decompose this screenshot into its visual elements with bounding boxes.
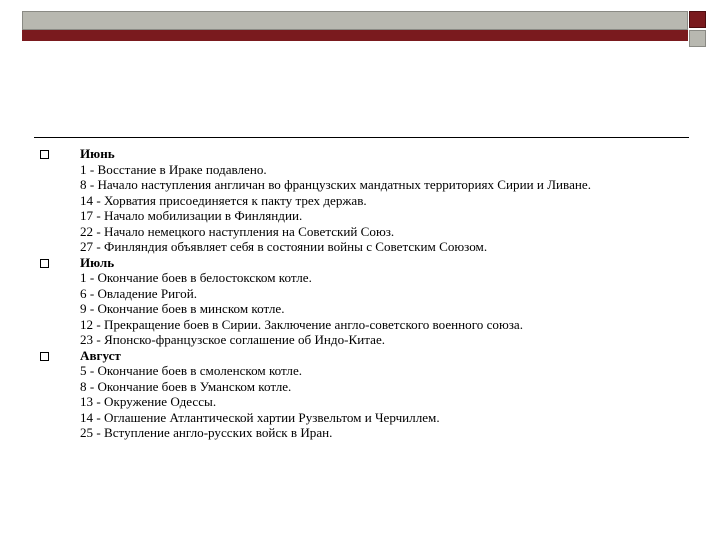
event-line: 8 - Начало наступления англичан во французских мандатных территориях Сирии и Ливане. — [80, 177, 591, 192]
event-line: 14 - Хорватия присоединяется к пакту трех держав. — [80, 192, 367, 208]
corner-square-gray — [689, 30, 706, 47]
title-divider — [34, 137, 689, 138]
section-july — [34, 255, 674, 348]
event-line: 25 - Вступление англо-русских войск в Иран. — [80, 425, 333, 440]
header-bar-gray — [22, 11, 688, 30]
square-bullet-icon — [40, 150, 49, 159]
slide-body — [34, 146, 674, 441]
month-title: Июнь — [80, 146, 115, 161]
event-line: 1 - Восстание в Ираке подавлено. — [80, 161, 267, 177]
event-line: 8 - Окончание боев в Уманском котле. — [80, 378, 292, 394]
event-line: 13 - Окружение Одессы. — [80, 394, 217, 409]
event-line: 14 - Оглашение Атлантической хартии Рузвельтом и Черчиллем. — [80, 409, 440, 425]
event-line: 1 - Окончание боев в белостокском котле. — [80, 270, 312, 285]
event-line: 5 - Окончание боев в смоленском котле. — [80, 363, 303, 378]
event-line: 9 - Окончание боев в минском котле. — [80, 301, 285, 316]
event-line: 6 - Овладение Ригой. — [80, 285, 197, 301]
corner-square-red — [689, 11, 706, 28]
square-bullet-icon — [40, 259, 49, 268]
event-line: 27 - Финляндия объявляет себя в состоянии войны с Советским Союзом. — [80, 239, 488, 254]
event-line: 12 - Прекращение боев в Сирии. Заключение англо-советского военного союза. — [80, 316, 523, 332]
event-line: 22 - Начало немецкого наступления на Советский Союз. — [80, 223, 395, 239]
header-bar-red — [22, 30, 688, 41]
month-title: Июль — [80, 254, 115, 270]
event-line: 17 - Начало мобилизации в Финляндии. — [80, 208, 303, 223]
month-title: Август — [80, 347, 121, 363]
event-line: 23 - Японско-французское соглашение об Индо-Китае. — [80, 332, 386, 347]
section-august — [34, 348, 674, 441]
square-bullet-icon — [40, 352, 49, 361]
section-june — [34, 146, 674, 255]
